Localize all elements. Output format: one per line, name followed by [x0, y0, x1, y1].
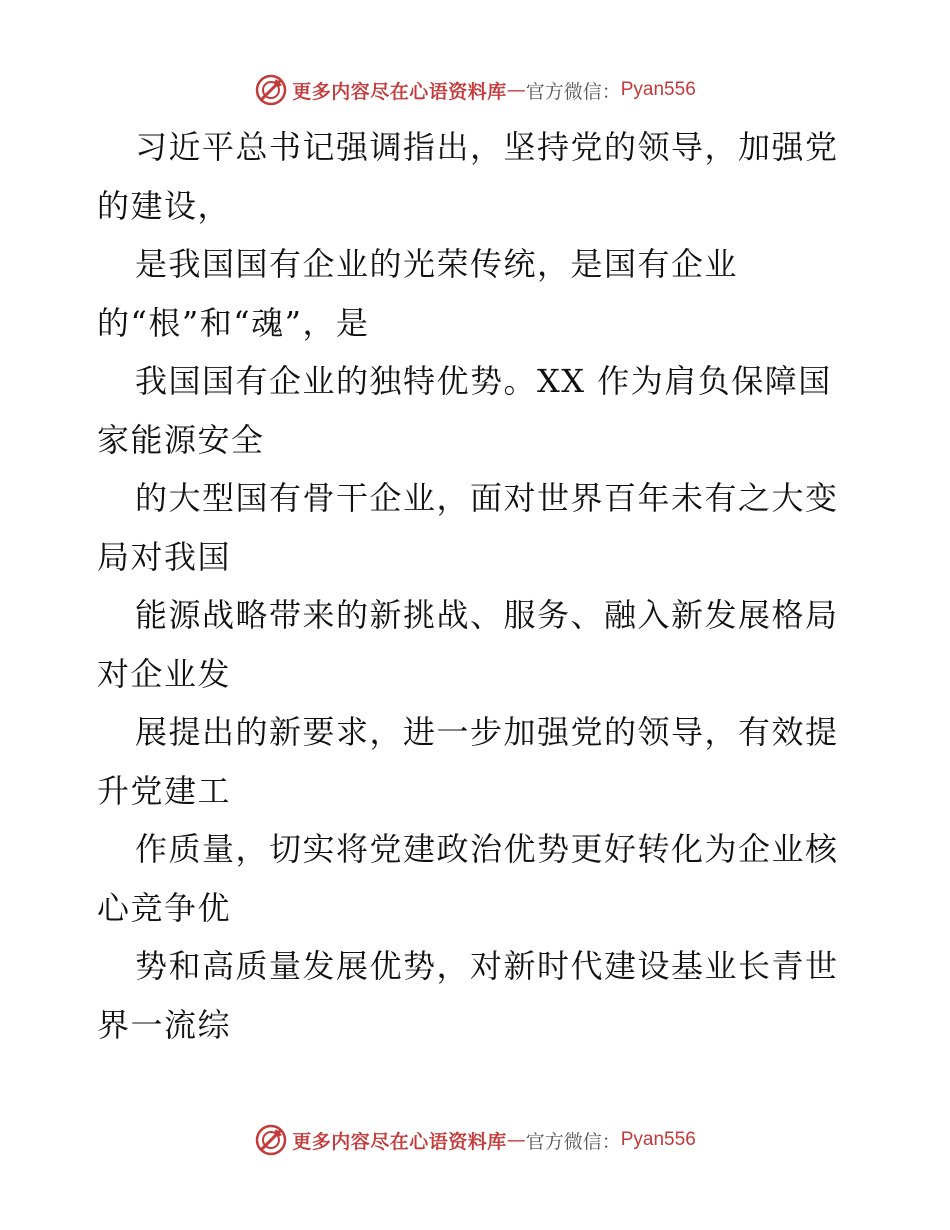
paragraph-line: 的建设， — [97, 186, 232, 225]
paragraph-line: 的大型国有骨干企业，面对世界百年未有之大变 — [135, 479, 839, 517]
paragraph-line: 局对我国 — [97, 537, 232, 576]
brand-name: 更多内容尽在心语资料库 — [292, 80, 507, 103]
paragraph-line: 家能源安全 — [97, 420, 265, 459]
brand-name: 更多内容尽在心语资料库 — [292, 1130, 507, 1153]
paragraph-line: 升党建工 — [97, 771, 232, 810]
paragraph-line: 习近平总书记强调指出，坚持党的领导，加强党 — [135, 128, 839, 166]
paragraph-line: 能源战略带来的新挑战、服务、融入新发展格局 — [135, 596, 839, 634]
paragraph-line: 界一流综 — [97, 1005, 232, 1044]
paragraph-line: 是我国国有企业的光荣传统，是国有企业 — [135, 245, 739, 283]
paragraph-line: 我国国有企业的独特优势。XX 作为肩负保障国 — [135, 362, 832, 400]
brand-logo-icon — [254, 1123, 288, 1157]
header-watermark-banner — [0, 70, 950, 110]
document-body — [97, 118, 857, 1054]
paragraph-line: 的“根”和“魂”，是 — [97, 303, 370, 342]
paragraph-line: 势和高质量发展优势，对新时代建设基业长青世 — [135, 947, 839, 985]
banner-separator: — — [506, 79, 526, 101]
wechat-label: 官方微信： — [525, 80, 621, 103]
paragraph-line: 心竞争优 — [97, 888, 232, 927]
paragraph-line: 作质量，切实将党建政治优势更好转化为企业核 — [135, 830, 839, 868]
wechat-account: Pyan556 — [620, 1129, 696, 1150]
wechat-label: 官方微信： — [525, 1130, 621, 1153]
wechat-account: Pyan556 — [620, 79, 696, 100]
banner-separator: — — [506, 1129, 526, 1151]
paragraph-line: 展提出的新要求，进一步加强党的领导，有效提 — [135, 713, 839, 751]
brand-logo-icon — [254, 73, 288, 107]
paragraph-line: 对企业发 — [97, 654, 232, 693]
footer-watermark-banner — [0, 1120, 950, 1160]
